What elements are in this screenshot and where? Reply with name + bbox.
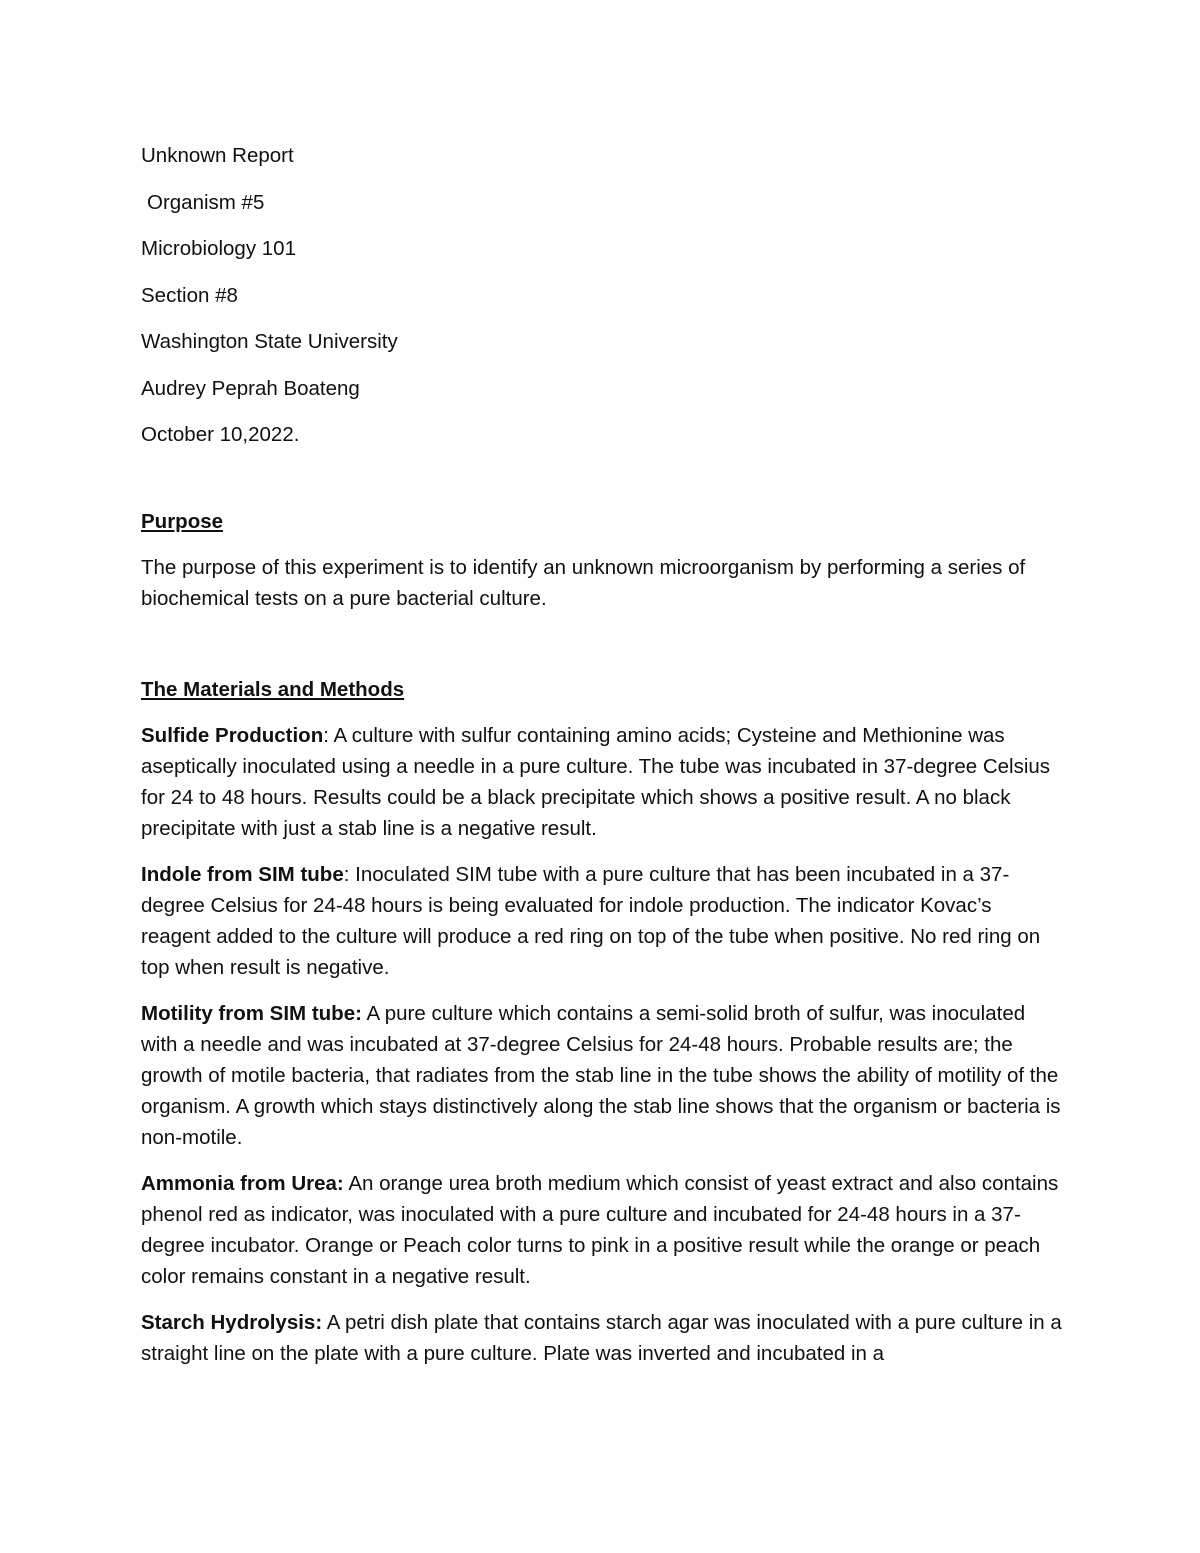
organism-number: Organism #5 — [147, 190, 265, 214]
method-term: Starch Hydrolysis: — [141, 1311, 323, 1334]
method-separator: : — [323, 724, 334, 747]
method-separator: : — [343, 863, 356, 886]
report-title: Unknown Report — [141, 144, 294, 167]
report-date: October 10,2022. — [141, 423, 300, 446]
course-name: Microbiology 101 — [141, 237, 296, 260]
methods-heading: The Materials and Methods — [141, 678, 405, 701]
method-description: An orange urea broth medium which consist of yeast extract and also contains phenol red as indicator, was inoculated with a pure culture and incubated for 24-48 hours in a 37-degree incubator. Orange or Peach color turns to pink in a positive result while the orange or peach color remains constant in a negative result. — [141, 1172, 1059, 1288]
method-ammonia-urea — [141, 1168, 1066, 1292]
university-name: Washington State University — [141, 330, 398, 353]
method-starch-hydrolysis — [141, 1307, 1066, 1369]
purpose-text: The purpose of this experiment is to identify an unknown microorganism by performing a series of biochemical tests on a pure bacterial culture. — [141, 556, 1026, 610]
method-term: Ammonia from Urea: — [141, 1172, 344, 1195]
author-name: Audrey Peprah Boateng — [141, 376, 360, 400]
document-body — [141, 140, 1066, 1384]
method-description: A culture with sulfur containing amino acids; Cysteine and Methionine was aseptically inoculated using a needle in a pure culture. The tube was incubated in 37-degree Celsius for 24 to 48 hours. Results could be a black precipitate which shows a positive result. A no black precipitate with just a stab line is a negative result. — [141, 724, 1051, 840]
method-indole — [141, 859, 1066, 983]
method-sulfide-production — [141, 720, 1066, 844]
method-term: Sulfide Production — [141, 724, 324, 747]
method-motility — [141, 998, 1066, 1153]
method-description: A pure culture which contains a semi-solid broth of sulfur, was inoculated with a needle and was incubated at 37-degree Celsius for 24-48 hours. Probable results are; the growth of motile bacteria, that radiates from the stab line in the tube shows the ability of motility of the organism. A growth which stays distinctively along the stab line shows that the organism or bacteria is non-motile. — [141, 1002, 1061, 1149]
section-number: Section #8 — [141, 283, 238, 307]
method-term: Indole from SIM tube — [141, 863, 344, 886]
method-description: A petri dish plate that contains starch agar was inoculated with a pure culture in a straight line on the plate with a pure culture. Plate was inverted and incubated in a — [141, 1311, 1062, 1365]
method-term: Motility from SIM tube: — [141, 1002, 362, 1025]
method-description: Inoculated SIM tube with a pure culture that has been incubated in a 37-degree Celsius for 24-48 hours is being evaluated for indole production. The indicator Kovac’s reagent added to the culture will produce a red ring on top of the tube when positive. No red ring on top when result is negative. — [141, 863, 1041, 979]
purpose-heading: Purpose — [141, 510, 224, 533]
